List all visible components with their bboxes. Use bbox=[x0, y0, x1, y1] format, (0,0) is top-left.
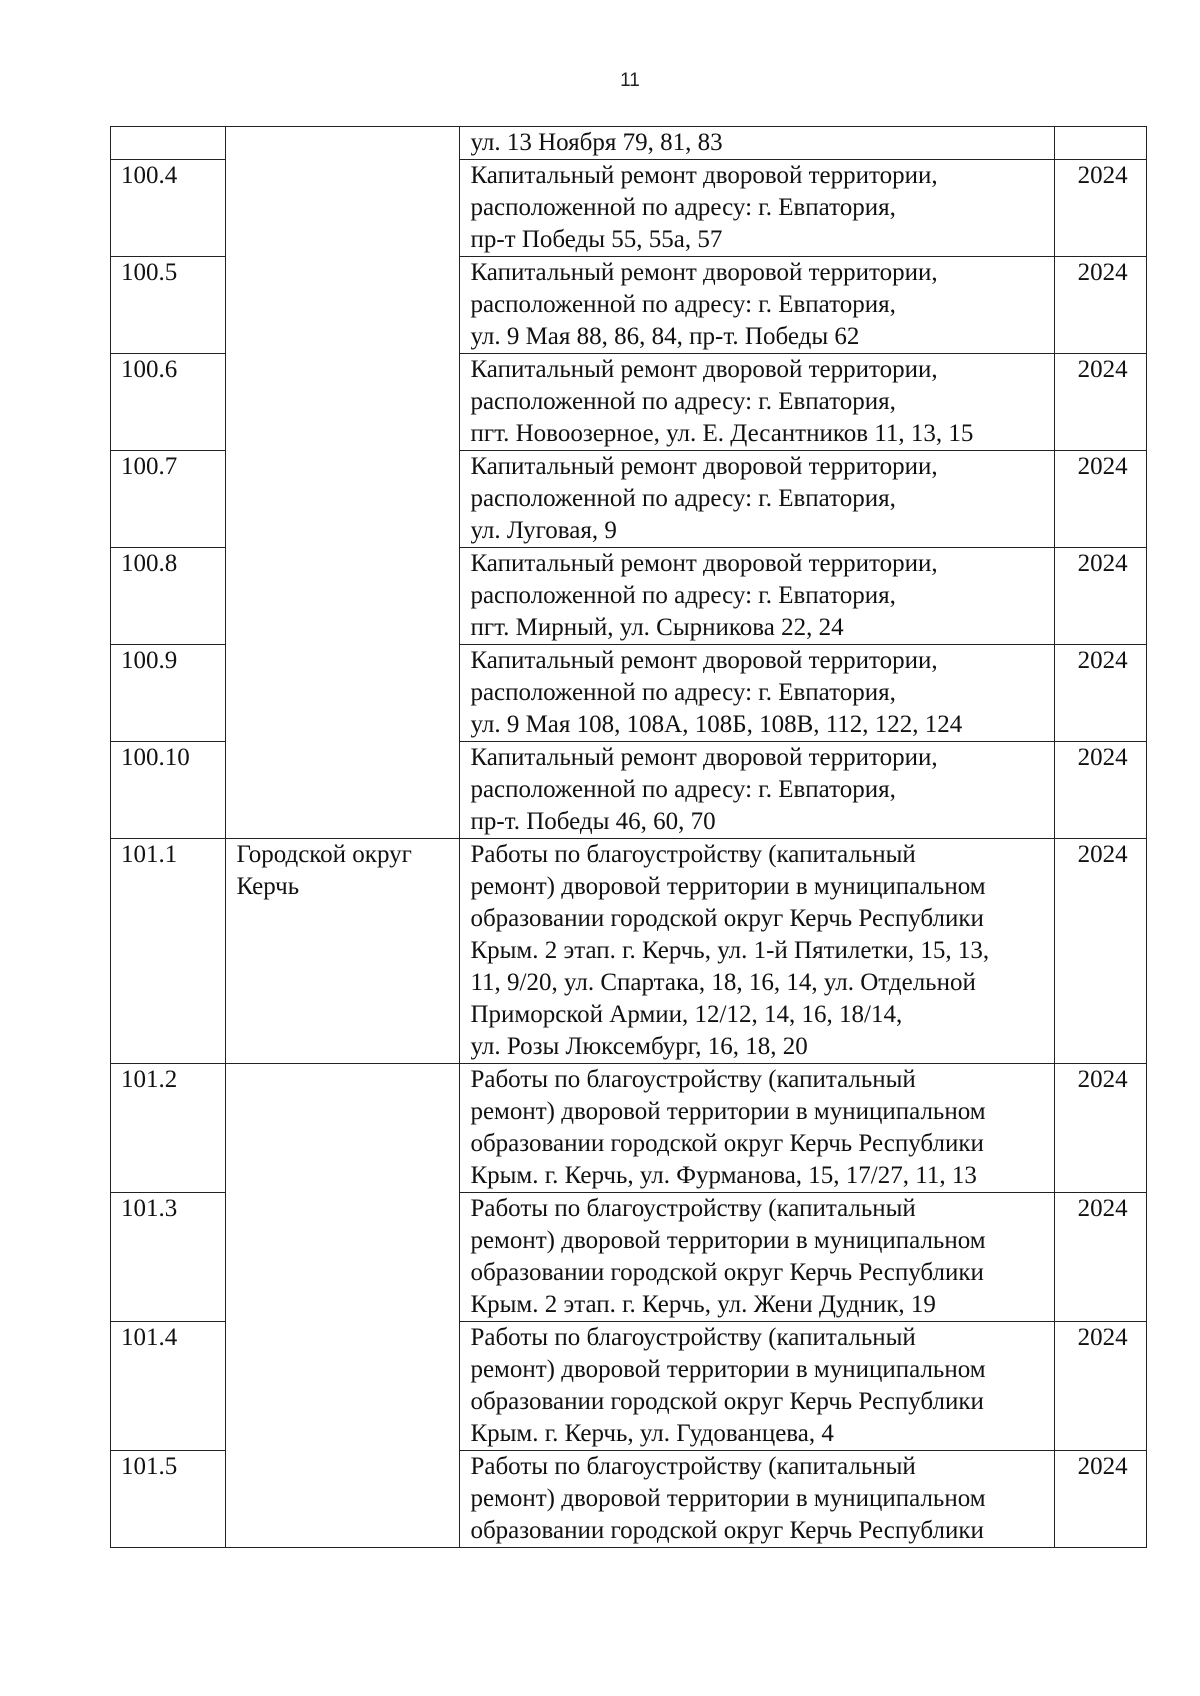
row-description: Капитальный ремонт дворовой территории, расположенной по адресу: г. Евпатория, пр-т Победы 55, 55а, 57 bbox=[460, 160, 1055, 257]
row-year: 2024 bbox=[1055, 1451, 1147, 1548]
row-number: 101.1 bbox=[111, 839, 226, 1064]
row-number: 100.7 bbox=[111, 451, 226, 548]
row-year: 2024 bbox=[1055, 257, 1147, 354]
org-cell-kerch: Городской округ Керчь bbox=[226, 839, 460, 1064]
row-year: 2024 bbox=[1055, 1322, 1147, 1451]
row-description: Работы по благоустройству (капитальный ремонт) дворовой территории в муниципальном образовании городской округ Керчь Республики Крым. г. Керчь, ул. Гудованцева, 4 bbox=[460, 1322, 1055, 1451]
row-number bbox=[111, 127, 226, 160]
row-number: 100.6 bbox=[111, 354, 226, 451]
row-number: 100.5 bbox=[111, 257, 226, 354]
row-description: Работы по благоустройству (капитальный ремонт) дворовой территории в муниципальном образовании городской округ Керчь Республики Крым. г. Керчь, ул. Фурманова, 15, 17/27, 11, 13 bbox=[460, 1064, 1055, 1193]
row-description: Капитальный ремонт дворовой территории, расположенной по адресу: г. Евпатория, ул. Луговая, 9 bbox=[460, 451, 1055, 548]
row-year: 2024 bbox=[1055, 645, 1147, 742]
row-description: Работы по благоустройству (капитальный ремонт) дворовой территории в муниципальном образовании городской округ Керчь Республики bbox=[460, 1451, 1055, 1548]
row-number: 101.2 bbox=[111, 1064, 226, 1193]
row-year: 2024 bbox=[1055, 1064, 1147, 1193]
row-description: Капитальный ремонт дворовой территории, расположенной по адресу: г. Евпатория, ул. 9 Мая 88, 86, 84, пр-т. Победы 62 bbox=[460, 257, 1055, 354]
row-description: Работы по благоустройству (капитальный ремонт) дворовой территории в муниципальном образовании городской округ Керчь Республики Крым. 2 этап. г. Керчь, ул. Жени Дудник, 19 bbox=[460, 1193, 1055, 1322]
row-description: Капитальный ремонт дворовой территории, расположенной по адресу: г. Евпатория, пгт. Новоозерное, ул. Е. Десантников 11, 13, 15 bbox=[460, 354, 1055, 451]
row-description: Работы по благоустройству (капитальный ремонт) дворовой территории в муниципальном образовании городской округ Керчь Республики Крым. 2 этап. г. Керчь, ул. 1-й Пятилетки, 15, 13, 11, 9/20, ул. Спартака, 18, 16, 14, ул. Отдельной Приморской Армии, 12/12, 14, 16, 18/14, ул. Розы Люксембург, 16, 18, 20 bbox=[460, 839, 1055, 1064]
row-number: 100.9 bbox=[111, 645, 226, 742]
row-year bbox=[1055, 127, 1147, 160]
row-number: 101.3 bbox=[111, 1193, 226, 1322]
org-cell-kerch-continued bbox=[226, 1064, 460, 1548]
row-year: 2024 bbox=[1055, 548, 1147, 645]
row-description: Капитальный ремонт дворовой территории, расположенной по адресу: г. Евпатория, пгт. Мирный, ул. Сырникова 22, 24 bbox=[460, 548, 1055, 645]
row-year: 2024 bbox=[1055, 839, 1147, 1064]
row-year: 2024 bbox=[1055, 1193, 1147, 1322]
page-number: 11 bbox=[620, 70, 640, 91]
row-year: 2024 bbox=[1055, 160, 1147, 257]
org-cell-evpatoria bbox=[226, 127, 460, 839]
row-year: 2024 bbox=[1055, 451, 1147, 548]
row-year: 2024 bbox=[1055, 354, 1147, 451]
row-number: 101.5 bbox=[111, 1451, 226, 1548]
row-description: Капитальный ремонт дворовой территории, расположенной по адресу: г. Евпатория, ул. 9 Мая 108, 108А, 108Б, 108В, 112, 122, 124 bbox=[460, 645, 1055, 742]
row-description: Капитальный ремонт дворовой территории, расположенной по адресу: г. Евпатория, пр-т. Победы 46, 60, 70 bbox=[460, 742, 1055, 839]
works-table bbox=[110, 126, 1147, 1548]
row-number: 100.8 bbox=[111, 548, 226, 645]
row-description: ул. 13 Ноября 79, 81, 83 bbox=[460, 127, 1055, 160]
row-number: 100.4 bbox=[111, 160, 226, 257]
table-row bbox=[111, 1064, 1147, 1193]
table-row bbox=[111, 839, 1147, 1064]
row-number: 101.4 bbox=[111, 1322, 226, 1451]
row-year: 2024 bbox=[1055, 742, 1147, 839]
row-number: 100.10 bbox=[111, 742, 226, 839]
table-row bbox=[111, 127, 1147, 160]
